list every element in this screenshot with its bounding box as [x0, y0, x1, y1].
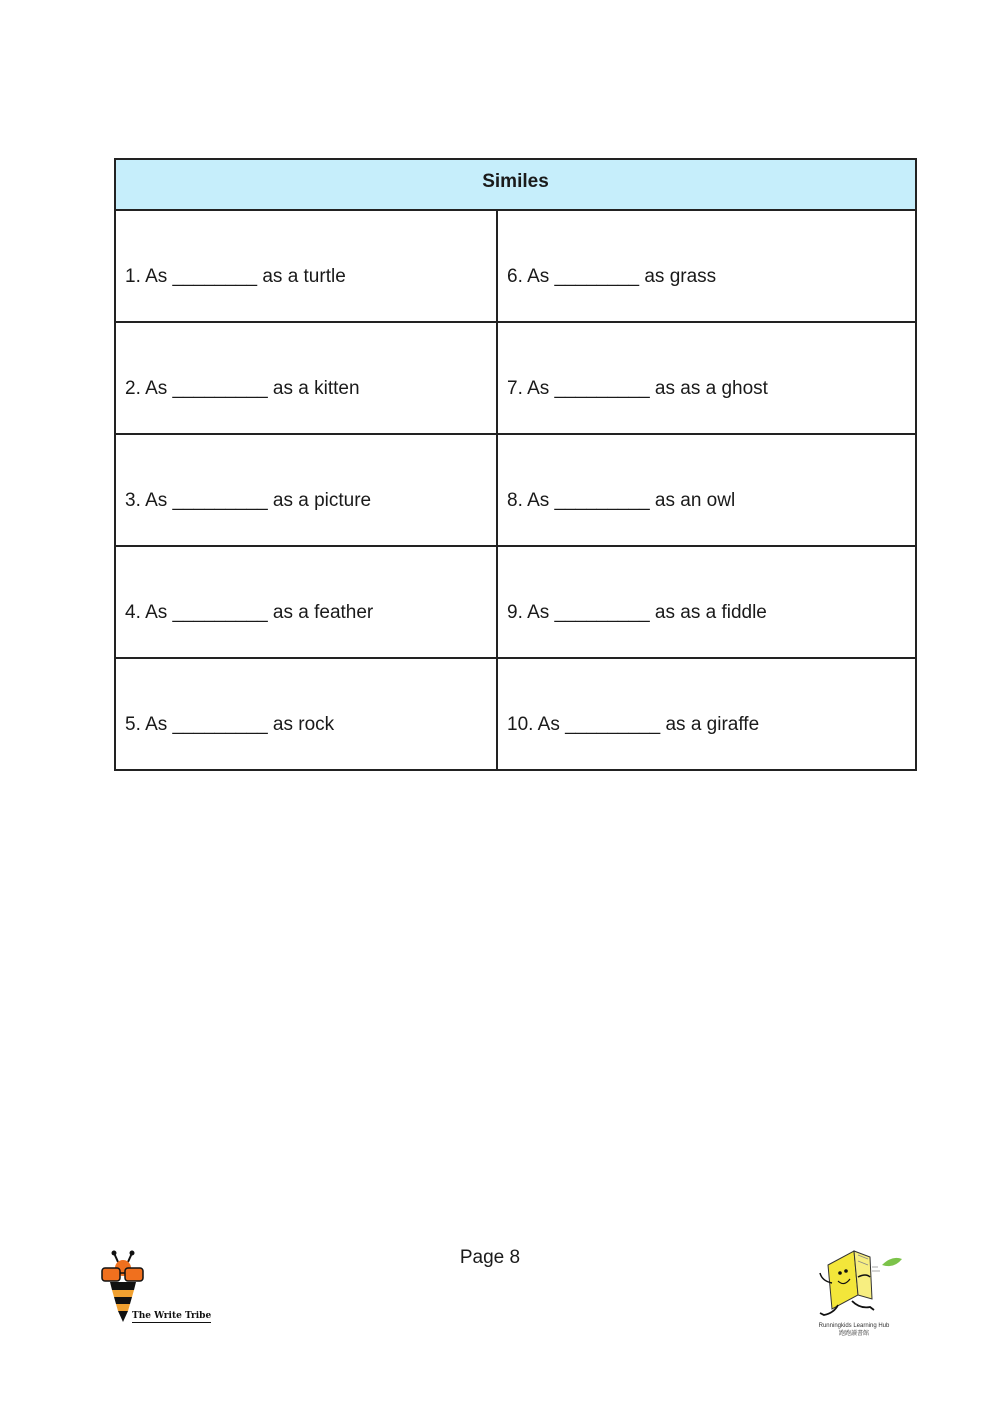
- bee-glasses-left: [102, 1268, 120, 1281]
- runningkids-chinese-name: 跑跑讀書館: [838, 1331, 869, 1337]
- simile-item-2: 2. As _________ as a kitten: [115, 322, 497, 434]
- simile-item-6: 6. As ________ as grass: [497, 210, 916, 322]
- simile-item-8: 8. As _________ as an owl: [497, 434, 916, 546]
- book-cover: [828, 1251, 858, 1309]
- write-tribe-logo-text: The Write Tribe: [132, 1311, 212, 1321]
- page-number: Page 8: [459, 1247, 521, 1268]
- simile-item-3: 3. As _________ as a picture: [115, 434, 497, 546]
- simile-item-5: 5. As _________ as rock: [115, 658, 497, 770]
- bee-glasses-right: [125, 1268, 143, 1281]
- simile-item-9: 9. As _________ as as a fiddle: [497, 546, 916, 658]
- runningkids-logo-text: [808, 1322, 900, 1338]
- runningkids-book-logo: [808, 1243, 908, 1323]
- simile-item-4: 4. As _________ as a feather: [115, 546, 497, 658]
- table-row: [115, 546, 916, 658]
- similes-table: [114, 158, 917, 771]
- table-row: [115, 322, 916, 434]
- table-row: [115, 434, 916, 546]
- book-leg-right: [852, 1301, 874, 1310]
- table-header-row: [115, 159, 916, 210]
- leaf-icon: [882, 1258, 902, 1266]
- simile-item-1: 1. As ________ as a turtle: [115, 210, 497, 322]
- table-row: [115, 658, 916, 770]
- table-title: Similes: [115, 159, 916, 210]
- bee-stinger: [118, 1311, 128, 1322]
- simile-item-10: 10. As _________ as a giraffe: [497, 658, 916, 770]
- runningkids-name: Runningkids Learning Hub: [818, 1323, 890, 1329]
- simile-item-7: 7. As _________ as as a ghost: [497, 322, 916, 434]
- table-row: [115, 210, 916, 322]
